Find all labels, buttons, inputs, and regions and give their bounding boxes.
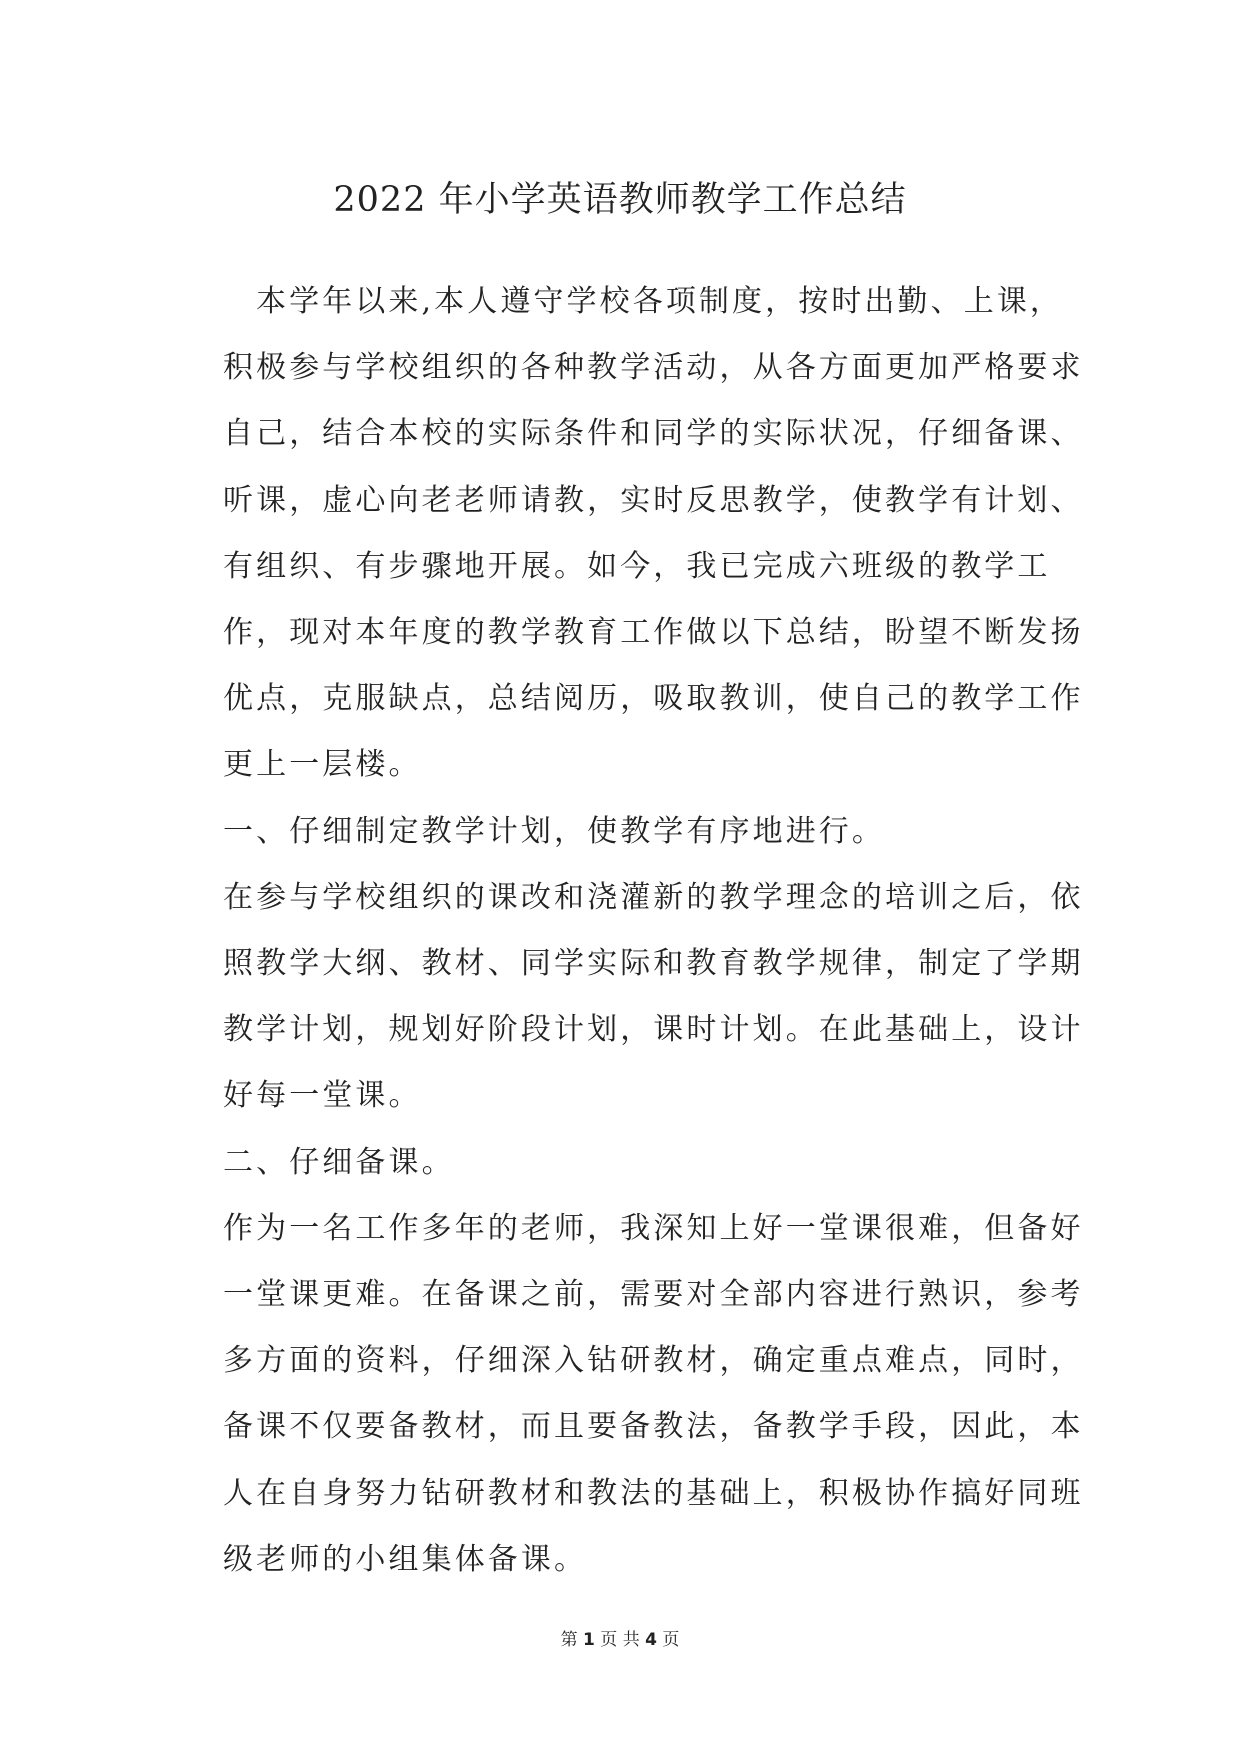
body-line: 备课不仅要备教材，而且要备教法，备教学手段，因此，本	[223, 1409, 1084, 1444]
body-line: 更上一层楼。	[223, 747, 422, 782]
body-line: 听课，虚心向老老师请教，实时反思教学，使教学有计划、	[223, 483, 1084, 518]
body-line: 好每一堂课。	[223, 1078, 422, 1113]
body-line: 级老师的小组集体备课。	[223, 1542, 588, 1577]
body-line: 作为一名工作多年的老师，我深知上好一堂课很难，但备好	[223, 1211, 1084, 1246]
body-line: 人在自身努力钻研教材和教法的基础上，积极协作搞好同班	[223, 1476, 1084, 1511]
body-line: 自己，结合本校的实际条件和同学的实际状况，仔细备课、	[223, 416, 1084, 451]
footer-suffix: 页	[662, 1630, 680, 1650]
footer-prefix: 第	[560, 1630, 578, 1650]
footer-middle: 页 共	[600, 1630, 640, 1650]
body-line: 照教学大纲、教材、同学实际和教育教学规律，制定了学期	[223, 946, 1084, 981]
body-line: 在参与学校组织的课改和浇灌新的教学理念的培训之后，依	[223, 880, 1084, 915]
total-pages: 4	[645, 1630, 657, 1650]
section-heading: 一、仔细制定教学计划，使教学有序地进行。	[223, 814, 885, 849]
body-line: 作，现对本年度的教学教育工作做以下总结，盼望不断发扬	[223, 615, 1084, 650]
body-line: 有组织、有步骤地开展。如今，我已完成六班级的教学工	[223, 549, 1051, 584]
page-footer	[0, 1627, 1240, 1653]
page-number: 1	[583, 1630, 595, 1650]
section-heading: 二、仔细备课。	[223, 1145, 455, 1180]
body-line: 一堂课更难。在备课之前，需要对全部内容进行熟识，参考	[223, 1277, 1084, 1312]
body-line: 教学计划，规划好阶段计划，课时计划。在此基础上，设计	[223, 1012, 1084, 1047]
body-line: 多方面的资料，仔细深入钻研教材，确定重点难点，同时，	[223, 1343, 1084, 1378]
document-title: 2022 年小学英语教师教学工作总结	[333, 180, 907, 220]
body-line: 本学年以来,本人遵守学校各项制度，按时出勤、上课，	[256, 284, 1064, 319]
body-line: 积极参与学校组织的各种教学活动，从各方面更加严格要求	[223, 350, 1084, 385]
body-line: 优点，克服缺点，总结阅历，吸取教训，使自己的教学工作	[223, 681, 1084, 716]
